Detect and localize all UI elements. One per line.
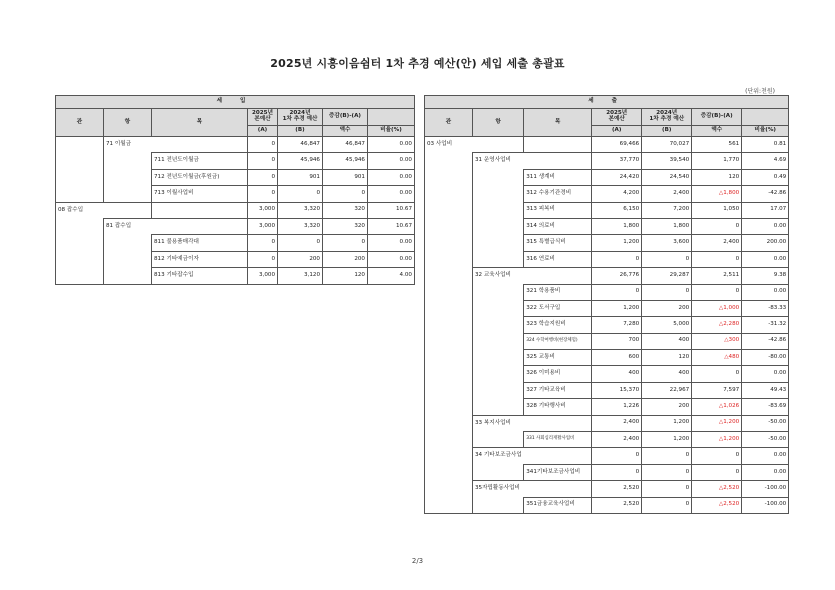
gwan-cell [425, 268, 473, 284]
amount-2024-cell: 0 [642, 481, 692, 497]
diff-rate-cell: 10.67 [368, 218, 415, 234]
hang-cell: 71 이월금 [104, 137, 152, 153]
col-2025: 2025년 본예산 [592, 109, 642, 126]
col-empty [742, 109, 789, 126]
hang-cell [473, 333, 524, 349]
table-row [425, 415, 789, 431]
diff-amount-cell: 0 [692, 218, 742, 234]
gwan-cell [56, 186, 104, 202]
col-2024: 2024년 1차 추경 예산 [278, 109, 323, 126]
hang-cell [473, 137, 524, 153]
amount-2024-cell: 22,967 [642, 382, 692, 398]
diff-rate-cell: -42.86 [742, 186, 789, 202]
mok-cell: 326 이미용비 [524, 366, 592, 382]
gwan-cell [425, 300, 473, 316]
mok-cell: 331 사회심리재활사업비 [524, 432, 592, 448]
diff-rate-cell: 10.67 [368, 202, 415, 218]
gwan-cell: 03 사업비 [425, 137, 473, 153]
table-row [425, 186, 789, 202]
col-rate: 비율(%) [742, 126, 789, 137]
amount-2025-cell: 2,400 [592, 432, 642, 448]
table-row [425, 153, 789, 169]
gwan-cell [425, 186, 473, 202]
diff-amount-cell: 1,050 [692, 202, 742, 218]
gwan-cell [425, 153, 473, 169]
col-hang: 항 [104, 109, 152, 137]
diff-rate-cell: 4.00 [368, 268, 415, 284]
amount-2025-cell: 0 [248, 186, 278, 202]
diff-amount-cell: △1,200 [692, 432, 742, 448]
hang-cell [473, 350, 524, 366]
amount-2024-cell: 0 [278, 186, 323, 202]
col-2025-a: (A) [248, 126, 278, 137]
amount-2024-cell: 120 [642, 350, 692, 366]
mok-cell [524, 137, 592, 153]
amount-2024-cell: 5,000 [642, 317, 692, 333]
diff-rate-cell: -83.33 [742, 300, 789, 316]
gwan-cell [425, 218, 473, 234]
table-row [56, 169, 415, 185]
amount-2024-cell: 0 [642, 497, 692, 513]
diff-amount-cell: △2,520 [692, 497, 742, 513]
col-rate: 비율(%) [368, 126, 415, 137]
amount-2024-cell: 45,946 [278, 153, 323, 169]
diff-amount-cell: 1,770 [692, 153, 742, 169]
col-2024: 2024년 1차 추경 예산 [642, 109, 692, 126]
gwan-cell [56, 235, 104, 251]
amount-2024-cell: 1,200 [642, 432, 692, 448]
amount-2025-cell: 3,000 [248, 202, 278, 218]
hang-cell [473, 382, 524, 398]
mok-cell: 316 연료비 [524, 251, 592, 267]
hang-cell [473, 300, 524, 316]
gwan-cell [56, 137, 104, 153]
diff-rate-cell: -100.00 [742, 481, 789, 497]
page-number: 2/3 [411, 557, 424, 565]
amount-2024-cell: 3,600 [642, 235, 692, 251]
amount-2025-cell: 2,400 [592, 415, 642, 431]
diff-rate-cell: 0.00 [368, 153, 415, 169]
diff-rate-cell: 9.38 [742, 268, 789, 284]
col-hang: 항 [473, 109, 524, 137]
amount-2025-cell: 0 [592, 284, 642, 300]
table-row [56, 235, 415, 251]
hang-cell [104, 202, 152, 218]
diff-amount-cell: 120 [323, 268, 368, 284]
diff-amount-cell: 200 [323, 251, 368, 267]
diff-rate-cell: 0.00 [368, 251, 415, 267]
amount-2024-cell: 7,200 [642, 202, 692, 218]
diff-rate-cell: -83.69 [742, 399, 789, 415]
amount-2025-cell: 1,226 [592, 399, 642, 415]
col-2024-b: (B) [642, 126, 692, 137]
amount-2025-cell: 0 [592, 448, 642, 464]
diff-amount-cell: 0 [692, 464, 742, 480]
diff-rate-cell: -50.00 [742, 432, 789, 448]
diff-rate-cell: 0.00 [742, 251, 789, 267]
diff-amount-cell: △300 [692, 333, 742, 349]
mok-cell: 321 학용품비 [524, 284, 592, 300]
diff-rate-cell: 49.43 [742, 382, 789, 398]
diff-rate-cell: -50.00 [742, 415, 789, 431]
diff-rate-cell: -100.00 [742, 497, 789, 513]
hang-cell [473, 202, 524, 218]
gwan-cell [425, 350, 473, 366]
amount-2024-cell: 70,027 [642, 137, 692, 153]
table-row [425, 251, 789, 267]
diff-amount-cell: 120 [692, 169, 742, 185]
diff-rate-cell: 0.00 [368, 186, 415, 202]
table-row [425, 382, 789, 398]
gwan-cell [425, 432, 473, 448]
amount-2024-cell: 0 [642, 284, 692, 300]
amount-2025-cell: 0 [248, 153, 278, 169]
hang-cell [473, 284, 524, 300]
diff-amount-cell: 2,511 [692, 268, 742, 284]
table-row [56, 202, 415, 218]
gwan-cell [56, 251, 104, 267]
mok-cell: 322 도서구입 [524, 300, 592, 316]
revenue-section-header: 세 입 [56, 96, 415, 109]
hang-cell [104, 153, 152, 169]
diff-amount-cell: 0 [323, 235, 368, 251]
mok-cell: 324 수학여행비(현장체험) [524, 333, 592, 349]
amount-2024-cell: 400 [642, 366, 692, 382]
diff-rate-cell: -31.32 [742, 317, 789, 333]
diff-amount-cell: △2,280 [692, 317, 742, 333]
expenditure-section-header: 세 출 [425, 96, 789, 109]
diff-rate-cell: -42.86 [742, 333, 789, 349]
gwan-cell [425, 317, 473, 333]
gwan-cell [56, 169, 104, 185]
table-row [56, 186, 415, 202]
diff-rate-cell: -80.00 [742, 350, 789, 366]
hang-cell [473, 169, 524, 185]
amount-2025-cell: 0 [248, 137, 278, 153]
diff-rate-cell: 0.00 [742, 218, 789, 234]
mok-cell: 713 이월사업비 [152, 186, 248, 202]
hang-cell [473, 186, 524, 202]
diff-rate-cell: 0.00 [368, 235, 415, 251]
amount-2025-cell: 2,520 [592, 497, 642, 513]
mok-cell [524, 415, 592, 431]
mok-cell: 328 기타행사비 [524, 399, 592, 415]
table-row [56, 137, 415, 153]
amount-2024-cell: 200 [642, 399, 692, 415]
diff-rate-cell: 0.00 [368, 137, 415, 153]
table-row [425, 300, 789, 316]
amount-2025-cell: 1,800 [592, 218, 642, 234]
col-amount: 액수 [323, 126, 368, 137]
mok-cell: 811 불용품매각대 [152, 235, 248, 251]
hang-cell: 34 기타보조금사업 [473, 448, 524, 464]
amount-2025-cell: 15,370 [592, 382, 642, 398]
mok-cell: 341기타보조금사업비 [524, 464, 592, 480]
amount-2024-cell: 1,800 [642, 218, 692, 234]
table-row [425, 464, 789, 480]
diff-rate-cell: 17.07 [742, 202, 789, 218]
table-row [425, 497, 789, 513]
diff-amount-cell: 0 [692, 448, 742, 464]
amount-2025-cell: 26,776 [592, 268, 642, 284]
amount-2025-cell: 0 [592, 464, 642, 480]
hang-cell [104, 186, 152, 202]
diff-rate-cell: 0.00 [742, 284, 789, 300]
amount-2024-cell: 0 [642, 251, 692, 267]
hang-cell [104, 235, 152, 251]
revenue-table [55, 95, 415, 285]
amount-2024-cell: 0 [278, 235, 323, 251]
diff-amount-cell: 0 [692, 366, 742, 382]
col-mok: 목 [152, 109, 248, 137]
amount-2024-cell: 0 [642, 464, 692, 480]
col-2025: 2025년 본예산 [248, 109, 278, 126]
mok-cell [524, 268, 592, 284]
gwan-cell [425, 251, 473, 267]
amount-2024-cell: 0 [642, 448, 692, 464]
gwan-cell [425, 366, 473, 382]
amount-2025-cell: 1,200 [592, 300, 642, 316]
table-row [56, 251, 415, 267]
amount-2024-cell: 2,400 [642, 186, 692, 202]
gwan-cell [56, 268, 104, 284]
col-mok: 목 [524, 109, 592, 137]
table-row [425, 448, 789, 464]
gwan-cell [425, 399, 473, 415]
table-row [425, 350, 789, 366]
mok-cell: 712 전년도이월금(후원금) [152, 169, 248, 185]
table-row [56, 153, 415, 169]
diff-rate-cell: 4.69 [742, 153, 789, 169]
amount-2025-cell: 0 [248, 235, 278, 251]
amount-2025-cell: 2,520 [592, 481, 642, 497]
hang-cell: 81 잡수입 [104, 218, 152, 234]
mok-cell: 314 의료비 [524, 218, 592, 234]
mok-cell: 813 기타잡수입 [152, 268, 248, 284]
gwan-cell: 08 잡수입 [56, 202, 104, 218]
diff-amount-cell: △480 [692, 350, 742, 366]
amount-2025-cell: 0 [248, 251, 278, 267]
table-row [425, 169, 789, 185]
diff-amount-cell: △1,000 [692, 300, 742, 316]
col-gwan: 관 [425, 109, 473, 137]
amount-2024-cell: 46,847 [278, 137, 323, 153]
amount-2025-cell: 7,280 [592, 317, 642, 333]
amount-2024-cell: 200 [642, 300, 692, 316]
amount-2024-cell: 1,200 [642, 415, 692, 431]
diff-amount-cell: △1,026 [692, 399, 742, 415]
mok-cell [524, 481, 592, 497]
diff-amount-cell: 2,400 [692, 235, 742, 251]
hang-cell [473, 218, 524, 234]
gwan-cell [425, 464, 473, 480]
col-2025-a: (A) [592, 126, 642, 137]
mok-cell: 327 기타교육비 [524, 382, 592, 398]
mok-cell [524, 153, 592, 169]
col-amount: 액수 [692, 126, 742, 137]
mok-cell [152, 137, 248, 153]
table-row [425, 366, 789, 382]
hang-cell [104, 251, 152, 267]
amount-2024-cell: 3,320 [278, 202, 323, 218]
gwan-cell [425, 497, 473, 513]
hang-cell: 35자립활동사업비 [473, 481, 524, 497]
diff-rate-cell: 200.00 [742, 235, 789, 251]
hang-cell [473, 497, 524, 513]
amount-2025-cell: 24,420 [592, 169, 642, 185]
hang-cell [473, 235, 524, 251]
diff-amount-cell: 0 [323, 186, 368, 202]
diff-amount-cell: 0 [692, 284, 742, 300]
table-row [425, 235, 789, 251]
gwan-cell [56, 153, 104, 169]
diff-rate-cell: 0.00 [742, 464, 789, 480]
hang-cell [473, 366, 524, 382]
amount-2025-cell: 400 [592, 366, 642, 382]
amount-2024-cell: 901 [278, 169, 323, 185]
hang-cell [473, 317, 524, 333]
amount-2024-cell: 29,287 [642, 268, 692, 284]
mok-cell: 312 수용기관경비 [524, 186, 592, 202]
table-row [425, 333, 789, 349]
amount-2025-cell: 6,150 [592, 202, 642, 218]
mok-cell: 325 교통비 [524, 350, 592, 366]
amount-2025-cell: 69,466 [592, 137, 642, 153]
diff-rate-cell: 0.00 [742, 366, 789, 382]
diff-amount-cell: 901 [323, 169, 368, 185]
table-row [425, 317, 789, 333]
mok-cell: 812 기타예금이자 [152, 251, 248, 267]
gwan-cell [425, 284, 473, 300]
mok-cell [524, 448, 592, 464]
mok-cell: 311 생계비 [524, 169, 592, 185]
col-empty [368, 109, 415, 126]
col-2024-b: (B) [278, 126, 323, 137]
mok-cell: 313 피복비 [524, 202, 592, 218]
diff-amount-cell: 46,847 [323, 137, 368, 153]
gwan-cell [56, 218, 104, 234]
hang-cell [104, 169, 152, 185]
table-row [425, 432, 789, 448]
diff-rate-cell: 0.00 [368, 169, 415, 185]
table-row [425, 284, 789, 300]
col-diff: 증감(B)-(A) [323, 109, 368, 126]
diff-rate-cell: 0.81 [742, 137, 789, 153]
table-row [425, 268, 789, 284]
mok-cell: 711 전년도이월금 [152, 153, 248, 169]
table-row [425, 481, 789, 497]
diff-amount-cell: △1,200 [692, 415, 742, 431]
gwan-cell [425, 169, 473, 185]
hang-cell: 31 운영사업비 [473, 153, 524, 169]
amount-2025-cell: 0 [248, 169, 278, 185]
diff-amount-cell: 320 [323, 202, 368, 218]
table-row [425, 218, 789, 234]
hang-cell [473, 432, 524, 448]
diff-rate-cell: 0.00 [742, 448, 789, 464]
gwan-cell [425, 235, 473, 251]
table-row [425, 399, 789, 415]
hang-cell: 32 교육사업비 [473, 268, 524, 284]
mok-cell: 323 학습지원비 [524, 317, 592, 333]
col-gwan: 관 [56, 109, 104, 137]
expenditure-table [424, 95, 789, 514]
mok-cell: 315 특별급식비 [524, 235, 592, 251]
diff-amount-cell: 0 [692, 251, 742, 267]
amount-2024-cell: 3,120 [278, 268, 323, 284]
gwan-cell [425, 448, 473, 464]
unit-label: (단위:천원) [745, 88, 775, 95]
amount-2024-cell: 200 [278, 251, 323, 267]
amount-2025-cell: 700 [592, 333, 642, 349]
gwan-cell [425, 481, 473, 497]
hang-cell [104, 268, 152, 284]
diff-rate-cell: 0.49 [742, 169, 789, 185]
col-diff: 증감(B)-(A) [692, 109, 742, 126]
hang-cell [473, 399, 524, 415]
table-row [425, 137, 789, 153]
amount-2024-cell: 39,540 [642, 153, 692, 169]
amount-2025-cell: 37,770 [592, 153, 642, 169]
diff-amount-cell: 320 [323, 218, 368, 234]
mok-cell [152, 202, 248, 218]
gwan-cell [425, 382, 473, 398]
amount-2025-cell: 1,200 [592, 235, 642, 251]
amount-2025-cell: 3,000 [248, 218, 278, 234]
table-row [56, 268, 415, 284]
gwan-cell [425, 333, 473, 349]
table-row [425, 202, 789, 218]
amount-2024-cell: 400 [642, 333, 692, 349]
diff-amount-cell: 561 [692, 137, 742, 153]
diff-amount-cell: 45,946 [323, 153, 368, 169]
mok-cell [152, 218, 248, 234]
amount-2025-cell: 3,000 [248, 268, 278, 284]
diff-amount-cell: △2,520 [692, 481, 742, 497]
mok-cell: 351금융교육사업비 [524, 497, 592, 513]
amount-2025-cell: 4,200 [592, 186, 642, 202]
amount-2025-cell: 600 [592, 350, 642, 366]
gwan-cell [425, 415, 473, 431]
amount-2024-cell: 3,320 [278, 218, 323, 234]
diff-amount-cell: △1,800 [692, 186, 742, 202]
diff-amount-cell: 7,597 [692, 382, 742, 398]
hang-cell [473, 251, 524, 267]
table-row [56, 218, 415, 234]
gwan-cell [425, 202, 473, 218]
amount-2024-cell: 24,540 [642, 169, 692, 185]
document-title: 2025년 시흥이음쉼터 1차 추경 예산(안) 세입 세출 총괄표 [270, 57, 565, 70]
amount-2025-cell: 0 [592, 251, 642, 267]
hang-cell [473, 464, 524, 480]
hang-cell: 33 복지사업비 [473, 415, 524, 431]
